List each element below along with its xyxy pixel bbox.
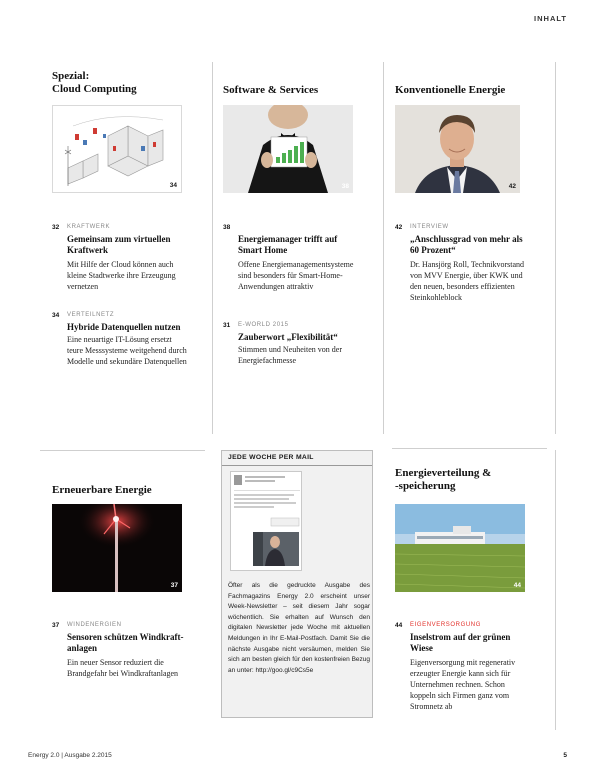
row-divider <box>392 448 547 449</box>
section-title: Energieverteilung & <box>395 467 492 479</box>
section-title: -speicherung <box>395 480 456 492</box>
newsletter-title: JEDE WOCHE PER MAIL <box>228 454 314 461</box>
row-divider <box>40 450 205 451</box>
entry-title: „Anschlussgrad von mehr als 60 Prozent“ <box>410 234 523 255</box>
cloud-illustration <box>52 105 182 193</box>
entry-text: Eine neuartige IT-Lösung ersetzt teure Messsysteme weitgehend durch Modelle und sekundäre Datenquellen <box>67 335 187 366</box>
entry-title: Sensoren schützen Windkraftanlagen <box>67 632 184 653</box>
toc-entry[interactable] <box>52 622 184 682</box>
column-divider <box>555 450 556 730</box>
footer-page-number: 5 <box>563 752 567 759</box>
entry-page: 37 <box>52 622 60 629</box>
entry-title: Inselstrom auf der grünen Wiese <box>410 632 511 653</box>
entry-page: 38 <box>223 224 231 231</box>
section-title: Konventionelle Energie <box>395 84 506 96</box>
entry-title: Energiemanager trifft auf Smart Home <box>238 234 338 255</box>
entry-kicker: E-WORLD 2015 <box>238 322 289 328</box>
toc-entry[interactable] <box>52 312 187 392</box>
page-number-badge: 42 <box>508 183 516 190</box>
entry-text: Dr. Hansjörg Roll, Technikvorstand von MVV Energie, über KWK und den neuen, besonders effizienten Steinkohleblock <box>410 260 525 302</box>
newsletter-box <box>221 450 373 718</box>
section-title: Spezial: <box>52 70 90 82</box>
entry-page: 34 <box>52 312 60 319</box>
page-number-badge: 37 <box>170 582 178 589</box>
divider <box>222 465 372 466</box>
entry-kicker: VERTEILNETZ <box>67 312 115 318</box>
portrait-photo <box>395 105 520 193</box>
column-divider <box>383 62 384 434</box>
entry-title: Zauberwort „Flexibilität“ <box>238 332 338 342</box>
newsletter-text: Öfter als die gedruckte Ausgabe des Fachmagazins Energy 2.0 erscheint unser Week-Newsletter – seit diesem Jahr sogar wöchentlich. Sie erhalten auf Wunsch den digitalen Newsletter jede Woche mit aktuellen Meldungen in Ihr E-Mail-Postfach. Damit Sie die nächste Ausgabe nicht versäumen, melden Sie sich am besten gleich für den kostenfreien Bezug an unter: http://goo.gl/c9Cs5e <box>228 582 371 674</box>
section-erneuerbare-energie <box>52 484 152 497</box>
section-title: Software & Services <box>223 84 319 96</box>
footer-publication: Energy 2.0 | Ausgabe 2.2015 <box>28 752 112 759</box>
section-cloud-computing <box>52 70 137 96</box>
entry-kicker: KRAFTWERK <box>67 224 111 230</box>
toc-entry[interactable] <box>223 322 355 372</box>
section-energieverteilung <box>395 467 491 493</box>
toc-entry[interactable] <box>395 224 527 314</box>
entry-page: 32 <box>52 224 60 231</box>
toc-entry[interactable] <box>223 224 355 304</box>
entry-kicker: INTERVIEW <box>410 224 449 230</box>
section-konventionelle-energie <box>395 84 505 97</box>
section-software-services <box>223 84 318 97</box>
entry-kicker: EIGENVERSORGUNG <box>410 622 482 628</box>
entry-text: Mit Hilfe der Cloud können auch kleine Stadtwerke ihre Erzeugung vernetzen <box>67 260 176 291</box>
wind-turbine-photo <box>52 504 182 592</box>
column-divider <box>555 62 556 434</box>
toc-entry[interactable] <box>52 224 184 304</box>
field-building-photo <box>395 504 525 592</box>
entry-text: Stimmen und Neuheiten von der Energiefachmesse <box>238 345 342 365</box>
section-tag: INHALT <box>534 14 567 23</box>
section-title: Cloud Computing <box>52 83 137 95</box>
entry-kicker: WINDENERGIEN <box>67 622 122 628</box>
entry-title: Hybride Datenquellen nutzen <box>67 322 181 332</box>
entry-text: Eigenversorgung mit regenerativ erzeugter Energie kann sich für Unternehmen rechnen. Schon koppeln sich Firmen ganz vom Stromnetz ab <box>410 658 516 711</box>
page-number-badge: 44 <box>513 582 521 589</box>
entry-page: 44 <box>395 622 403 629</box>
page-number-badge: 34 <box>169 182 177 189</box>
entry-page: 31 <box>223 322 231 329</box>
entry-page: 42 <box>395 224 403 231</box>
newsletter-photo <box>252 531 298 565</box>
entry-text: Ein neuer Sensor reduziert die Brandgefahr bei Windkraftanlagen <box>67 658 179 678</box>
entry-title: Gemeinsam zum virtuellen Kraftwerk <box>67 234 171 255</box>
toc-entry[interactable] <box>395 622 527 722</box>
page-number-badge: 38 <box>341 183 349 190</box>
section-title: Erneuerbare Energie <box>52 484 152 496</box>
entry-text: Offene Energiemanagementsysteme sind besonders für Smart-Home-Anwendungen attraktiv <box>238 260 354 291</box>
software-photo <box>223 105 353 193</box>
column-divider <box>212 62 213 434</box>
